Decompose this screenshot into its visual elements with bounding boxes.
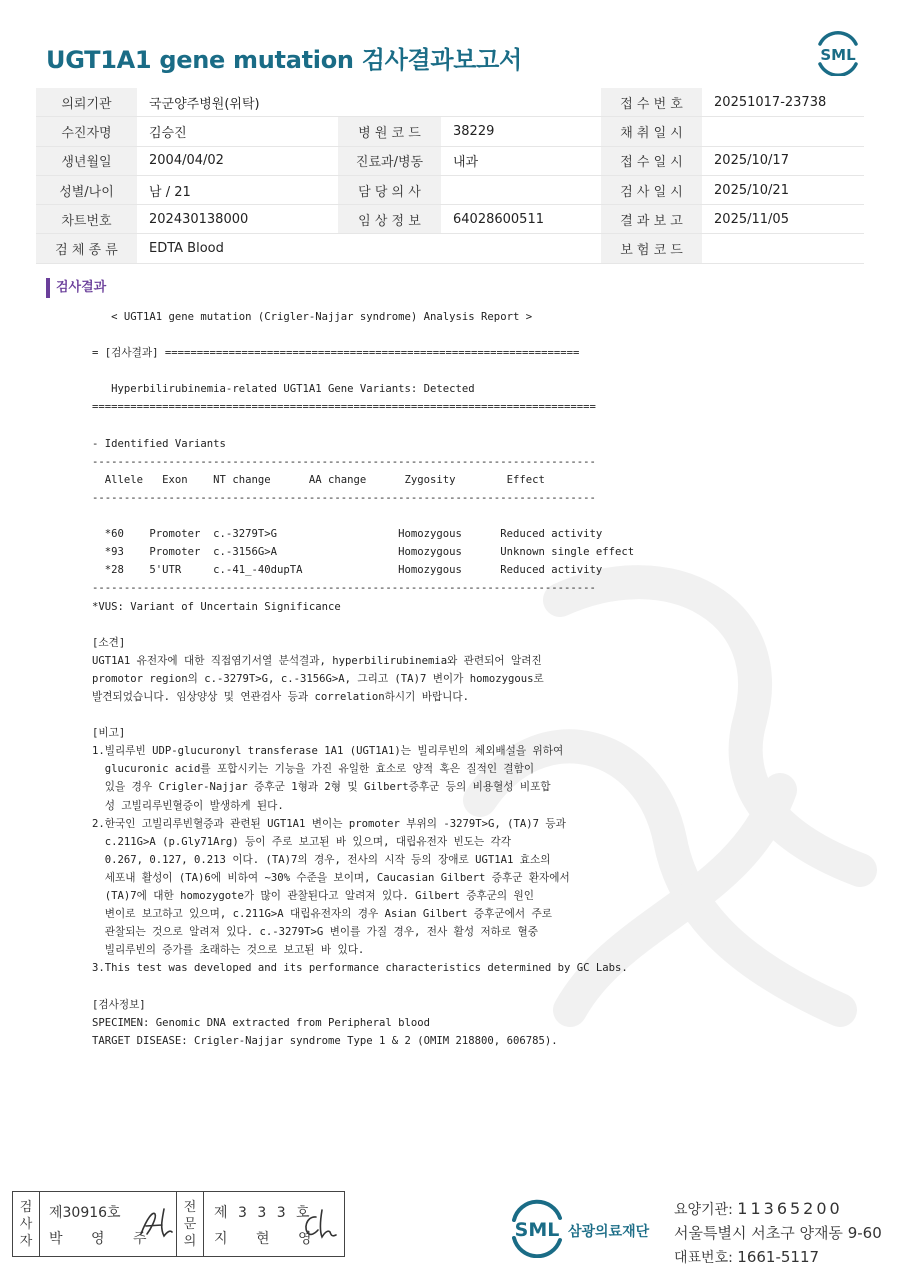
institution-code-label: 요양기관: — [674, 1202, 733, 1218]
report-line: 세포내 활성이 (TA)6에 비하여 ~30% 수준을 보이며, Caucasian Gilbert 증후군 환자에서 — [92, 871, 570, 884]
report-line: ------------------------------------------------------------------------------- — [92, 455, 596, 468]
report-line — [92, 616, 634, 634]
expert-label: 전 문 의 — [183, 1199, 197, 1249]
report-line: 발견되었습니다. 임상양상 및 연관검사 등과 correlation하시기 바랍니다. — [92, 690, 470, 703]
report-line: promotor region의 c.-3279T>G, c.-3156G>A, 그리고 (TA)7 변이가 homozygous로 — [92, 672, 544, 685]
dept-value: 내과 — [441, 146, 601, 175]
doctor-value — [441, 175, 601, 204]
report-line: = [검사결과] ================================================================= — [92, 347, 580, 360]
sml-logo-text: SML — [820, 46, 856, 64]
report-line: 2.한국인 고빌리루빈혈증과 관련된 UGT1A1 변이는 promoter 부위의 -3279T>G, (TA)7 등과 — [92, 817, 566, 830]
test-date-value: 2025/10/21 — [702, 175, 864, 204]
report-line — [92, 417, 634, 435]
report-line: c.211G>A (p.Gly71Arg) 등이 주로 보고된 바 있으며, 대립유전자 빈도는 각각 — [92, 835, 511, 848]
report-line: Hyperbilirubinemia-related UGT1A1 Gene Variants: Detected — [92, 383, 475, 396]
report-line: 3.This test was developed and its performance characteristics determined by GC Labs. — [92, 962, 628, 975]
receipt-no-label: 접 수 번 호 — [601, 88, 702, 117]
collect-date-value — [702, 117, 864, 146]
report-line: 0.267, 0.127, 0.213 이다. (TA)7의 경우, 전사의 시작 등의 장애로 UGT1A1 효소의 — [92, 853, 551, 866]
report-line: 있을 경우 Crigler-Najjar 증후군 1형과 2형 및 Gilbert증후군 등의 비용혈성 비포합 — [92, 781, 551, 794]
birth-label: 생년월일 — [36, 146, 137, 175]
institution-code: 11365200 — [737, 1199, 843, 1218]
sml-footer-logo-text: SML — [514, 1219, 560, 1241]
specimen-value: EDTA Blood — [137, 234, 601, 263]
report-line: 관찰되는 것으로 알려져 있다. c.-3279T>G 변이를 가질 경우, 전사 활성 저하로 혈중 — [92, 926, 538, 939]
report-line: ------------------------------------------------------------------------------- — [92, 582, 596, 595]
doctor-label: 담 당 의 사 — [338, 175, 441, 204]
footer-address: 서울특별시 서초구 양재동 9-60 — [674, 1224, 882, 1242]
foundation-name: 삼광의료재단 — [568, 1224, 650, 1240]
report-line: Allele Exon NT change AA change Zygosity Effect — [92, 473, 545, 486]
institution-code-line — [674, 1197, 882, 1221]
insurance-value — [702, 234, 864, 263]
report-line — [92, 362, 634, 380]
collect-date-label: 채 취 일 시 — [601, 117, 702, 146]
info-row — [36, 117, 864, 146]
report-text — [92, 308, 634, 1050]
receipt-no-value: 20251017-23738 — [702, 88, 864, 117]
hospital-code-value: 38229 — [441, 117, 601, 146]
phone-line — [674, 1245, 882, 1269]
chart-no-label: 차트번호 — [36, 205, 137, 234]
tester-signature — [138, 1206, 176, 1242]
report-line: 성 고빌리루빈혈증이 발생하게 된다. — [92, 799, 284, 812]
report-line: UGT1A1 유전자에 대한 직접염기서열 분석결과, hyperbilirubinemia와 관련되어 알려진 — [92, 654, 542, 667]
report-line: 1.빌리루빈 UDP-glucuronyl transferase 1A1 (UGT1A1)는 빌리루빈의 체외배설을 위하여 — [92, 745, 564, 758]
clinical-label: 임 상 정 보 — [338, 205, 441, 234]
report-line: *VUS: Variant of Uncertain Significance — [92, 600, 341, 613]
specimen-label: 검 체 종 류 — [36, 234, 137, 263]
birth-value: 2004/04/02 — [137, 146, 338, 175]
dept-label: 진료과/병동 — [338, 146, 441, 175]
info-row — [36, 88, 864, 117]
report-line: 빌리루빈의 증가를 초래하는 것으로 보고된 바 있다. — [92, 944, 365, 957]
sml-logo — [814, 30, 862, 76]
requester-value: 국군양주병원(위탁) — [137, 88, 601, 117]
report-line — [92, 507, 634, 525]
sex-age-label: 성별/나이 — [36, 175, 137, 204]
report-line: [비고] — [92, 727, 126, 740]
report-line: [검사정보] — [92, 998, 146, 1011]
info-row — [36, 205, 864, 234]
report-line: 변이로 보고하고 있으며, c.211G>A 대립유전자의 경우 Asian Gilbert 증후군에서 주로 — [92, 908, 552, 921]
tester-license-number: 제30916호 — [49, 1205, 121, 1221]
phone-label: 대표번호: — [674, 1250, 733, 1266]
info-row — [36, 146, 864, 175]
receipt-date-label: 접 수 일 시 — [601, 146, 702, 175]
patient-value: 김승진 — [137, 117, 338, 146]
report-line: *28 5'UTR c.-41_-40dupTA Homozygous Reduced activity — [92, 564, 603, 577]
signature-box — [12, 1191, 345, 1257]
test-date-label: 검 사 일 시 — [601, 175, 702, 204]
insurance-label: 보 험 코 드 — [601, 234, 702, 263]
report-line: *60 Promoter c.-3279T>G Homozygous Reduced activity — [92, 528, 603, 541]
receipt-date-value: 2025/10/17 — [702, 146, 864, 175]
report-line: ------------------------------------------------------------------------------- — [92, 491, 596, 504]
report-line: *93 Promoter c.-3156G>A Homozygous Unknown single effect — [92, 546, 635, 559]
report-line: (TA)7에 대한 homozygote가 많이 관찰된다고 알려져 있다. Gilbert 증후군의 원인 — [92, 890, 534, 902]
report-line: SPECIMEN: Genomic DNA extracted from Peripheral blood — [92, 1016, 431, 1029]
report-line — [92, 326, 634, 344]
section-heading-results: 검사결과 — [46, 278, 106, 298]
report-title: UGT1A1 gene mutation 검사결과보고서 — [46, 46, 522, 74]
sml-foundation-logo — [508, 1198, 658, 1258]
footer-info — [674, 1197, 882, 1269]
expert-license-number: 제 3 3 3 호 — [214, 1205, 313, 1221]
patient-label: 수진자명 — [36, 117, 137, 146]
expert-name: 지 현 영 — [214, 1231, 324, 1247]
report-line: TARGET DISEASE: Crigler-Najjar syndrome Type 1 & 2 (OMIM 218800, 606785). — [92, 1034, 558, 1047]
sex-age-value: 남 / 21 — [137, 175, 338, 204]
chart-no-value: 202430138000 — [137, 205, 338, 234]
tester-name: 박 영 주 — [49, 1231, 159, 1247]
report-line: - Identified Variants — [92, 437, 226, 450]
patient-info-table — [36, 88, 864, 264]
report-line: [소견] — [92, 636, 126, 649]
expert-signature — [300, 1208, 340, 1244]
hospital-code-label: 병 원 코 드 — [338, 117, 441, 146]
report-date-label: 결 과 보 고 — [601, 205, 702, 234]
clinical-value: 64028600511 — [441, 205, 601, 234]
report-line: =============================================================================== — [92, 401, 596, 414]
info-row — [36, 234, 864, 263]
report-date-value: 2025/11/05 — [702, 205, 864, 234]
tester-label: 검 사 자 — [19, 1199, 33, 1249]
requester-label: 의뢰기관 — [36, 88, 137, 117]
phone-number: 1661-5117 — [737, 1248, 820, 1266]
report-line — [92, 706, 634, 724]
report-line: glucuronic acid를 포합시키는 기능을 가진 유일한 효소로 양적 혹은 질적인 결함이 — [92, 763, 535, 776]
info-row — [36, 175, 864, 204]
report-line — [92, 977, 634, 995]
report-line: < UGT1A1 gene mutation (Crigler-Najjar syndrome) Analysis Report > — [92, 311, 533, 323]
